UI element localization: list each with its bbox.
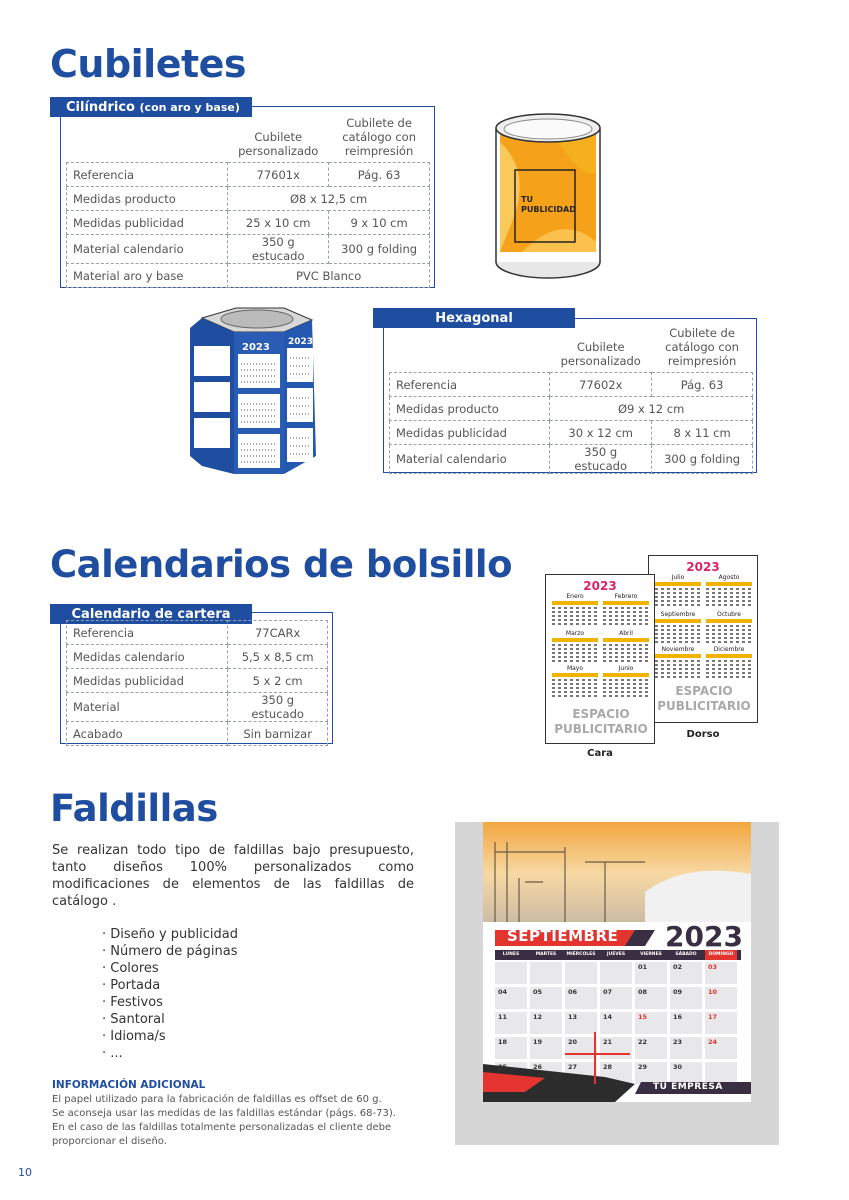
faldillas-bullet-item: · ... xyxy=(102,1046,123,1061)
cartera-row xyxy=(67,645,328,669)
hexagonal-row-value: 300 g folding xyxy=(652,445,753,474)
faldilla-day-header: DOMINGO xyxy=(708,952,734,957)
pocket-month-bar xyxy=(655,582,701,586)
hexagonal-row-label: Medidas producto xyxy=(390,397,550,421)
cilindrico-tag-sub: (con aro y base) xyxy=(139,101,240,114)
pocket-month-week xyxy=(706,660,752,662)
pocket-month-week xyxy=(603,679,649,681)
faldilla-date: 15 xyxy=(638,1013,648,1021)
pocket-month-week xyxy=(655,672,701,674)
page-number: 10 xyxy=(18,1166,32,1179)
hexagonal-row xyxy=(390,397,753,421)
faldilla-date: 14 xyxy=(603,1013,613,1021)
pocket-month-name: Marzo xyxy=(565,630,585,637)
faldilla-date: 27 xyxy=(568,1063,578,1071)
pocket-month-week xyxy=(552,660,598,662)
section-title-cubiletes: Cubiletes xyxy=(50,42,247,86)
pocket-month-week xyxy=(655,588,701,590)
pocket-front-ad: ESPACIO PUBLICITARIO xyxy=(554,707,648,736)
faldilla-date: 30 xyxy=(673,1063,683,1071)
pocket-front-caption: Cara xyxy=(587,748,613,759)
cilindrico-row xyxy=(67,187,430,211)
pocket-month-name: Mayo xyxy=(566,665,584,672)
cilindrico-row-value: 9 x 10 cm xyxy=(329,211,430,235)
faldilla-date: 05 xyxy=(533,988,543,996)
pocket-month xyxy=(706,574,752,608)
hexagonal-spec-table xyxy=(389,326,753,474)
faldillas-bullet-item: · Santoral xyxy=(102,1012,165,1027)
pocket-month-week xyxy=(655,592,701,594)
pocket-month-week xyxy=(706,637,752,639)
cartera-tag: Calendario de cartera xyxy=(50,604,252,624)
pocket-front-year: 2023 xyxy=(583,579,617,593)
cartera-row-label: Acabado xyxy=(67,722,228,746)
faldilla-date: 10 xyxy=(708,988,718,996)
pocket-month-week xyxy=(706,625,752,627)
faldilla-date: 24 xyxy=(708,1038,718,1046)
cilindrico-row-label: Material calendario xyxy=(67,235,228,264)
hexagonal-row xyxy=(390,445,753,474)
hexagonal-tag: Hexagonal xyxy=(373,308,575,328)
pocket-month-week xyxy=(655,660,701,662)
cilindrico-row xyxy=(67,163,430,187)
pocket-month-week xyxy=(655,641,701,643)
pocket-month-week xyxy=(706,676,752,678)
faldillas-bullet-item: · Portada xyxy=(102,978,161,993)
cilindrico-row-value: 25 x 10 cm xyxy=(228,211,329,235)
pocket-month-week xyxy=(706,604,752,606)
pocket-month-week xyxy=(655,600,701,602)
pocket-month-week xyxy=(603,611,649,613)
faldilla-photo-art xyxy=(455,822,779,1145)
faldillas-bullet-item: · Festivos xyxy=(102,995,163,1010)
pocket-month xyxy=(603,630,649,664)
pocket-month-week xyxy=(552,691,598,693)
faldilla-date: 09 xyxy=(673,988,683,996)
pocket-month-bar xyxy=(706,654,752,658)
faldilla-date: 28 xyxy=(603,1063,613,1071)
hexagonal-row-value: 8 x 11 cm xyxy=(652,421,753,445)
pocket-month xyxy=(655,646,701,680)
info-line: proporcionar el diseño. xyxy=(52,1136,167,1147)
cilindrico-tag xyxy=(50,97,252,117)
pocket-month-week xyxy=(706,641,752,643)
cartera-row xyxy=(67,621,328,645)
faldillas-bullet-item: · Colores xyxy=(102,961,159,976)
cartera-row-value: 77CARx xyxy=(228,621,328,645)
faldilla-date: 08 xyxy=(638,988,648,996)
pocket-month-week xyxy=(706,668,752,670)
cartera-row-label: Referencia xyxy=(67,621,228,645)
pocket-month-week xyxy=(552,656,598,658)
pocket-month-week xyxy=(552,623,598,625)
faldilla-month: SEPTIEMBRE xyxy=(507,927,619,945)
pocket-month-week xyxy=(552,683,598,685)
pocket-month-week xyxy=(603,648,649,650)
faldilla-date: 18 xyxy=(498,1038,508,1046)
hexagonal-cup-image xyxy=(184,306,320,478)
faldilla-photo xyxy=(455,822,779,1145)
pocket-calendar-front xyxy=(545,574,655,744)
hexagonal-col-header-2: Cubilete de catálogo con reimpresión xyxy=(665,326,739,368)
cartera-row-value: 350 g estucado xyxy=(228,693,328,722)
pocket-month-week xyxy=(655,664,701,666)
pocket-month-week xyxy=(603,683,649,685)
faldilla-day-header: MIÉRCOLES xyxy=(566,952,596,957)
faldilla-date: 21 xyxy=(603,1038,613,1046)
pocket-month-week xyxy=(552,648,598,650)
cilindrico-row-value: 300 g folding xyxy=(329,235,430,264)
cilindrico-row-label: Medidas producto xyxy=(67,187,228,211)
cilindrico-col-header-1: Cubilete personalizado xyxy=(238,130,319,158)
pocket-back-year: 2023 xyxy=(686,560,720,574)
pocket-month xyxy=(603,593,649,627)
pocket-month-week xyxy=(655,629,701,631)
cartera-row-label: Medidas publicidad xyxy=(67,669,228,693)
pocket-month-week xyxy=(552,644,598,646)
pocket-month-bar xyxy=(603,673,649,677)
cilindrico-col-header-2: Cubilete de catálogo con reimpresión xyxy=(342,116,416,158)
hexagonal-row-label: Material calendario xyxy=(390,445,550,474)
info-title: INFORMACIÓN ADICIONAL xyxy=(52,1079,206,1091)
pocket-month-bar xyxy=(552,601,598,605)
hexagonal-row-value: 77602x xyxy=(550,373,652,397)
pocket-month-week xyxy=(552,695,598,697)
cilindrico-row-label: Referencia xyxy=(67,163,228,187)
cilindrico-row xyxy=(67,211,430,235)
pocket-month-week xyxy=(706,592,752,594)
pocket-month-week xyxy=(655,633,701,635)
pocket-month-bar xyxy=(706,582,752,586)
hexagonal-col-header-1: Cubilete personalizado xyxy=(560,340,641,368)
pocket-month-bar xyxy=(706,619,752,623)
cartera-row xyxy=(67,722,328,746)
pocket-month-week xyxy=(706,629,752,631)
faldilla-date: 13 xyxy=(568,1013,578,1021)
info-line: Se aconseja usar las medidas de las faldillas estándar (págs. 68-73). xyxy=(52,1108,396,1119)
pocket-month-week xyxy=(603,644,649,646)
faldilla-year: 2023 xyxy=(665,920,743,953)
faldilla-company: TU EMPRESA xyxy=(653,1082,723,1092)
pocket-month-week xyxy=(603,652,649,654)
pocket-month-name: Septiembre xyxy=(660,611,696,618)
faldilla-date: 23 xyxy=(673,1038,683,1046)
pocket-month-week xyxy=(706,600,752,602)
cylinder-cup-image xyxy=(492,112,604,282)
pocket-month-week xyxy=(552,652,598,654)
pocket-month-week xyxy=(706,633,752,635)
faldilla-date: 16 xyxy=(673,1013,683,1021)
pocket-month-week xyxy=(552,615,598,617)
pocket-month-week xyxy=(655,668,701,670)
pocket-back-ad: ESPACIO PUBLICITARIO xyxy=(657,684,751,713)
pocket-month-week xyxy=(706,596,752,598)
pocket-month-week xyxy=(552,679,598,681)
faldilla-date: 26 xyxy=(533,1063,543,1071)
cilindrico-row-value: PVC Blanco xyxy=(228,264,430,288)
pocket-month-week xyxy=(655,604,701,606)
faldilla-day-header: SÁBADO xyxy=(675,952,697,957)
hexagonal-row-label: Medidas publicidad xyxy=(390,421,550,445)
cartera-row xyxy=(67,669,328,693)
cartera-row xyxy=(67,693,328,722)
pocket-month-week xyxy=(706,672,752,674)
pocket-month xyxy=(655,574,701,608)
pocket-month-week xyxy=(552,611,598,613)
faldilla-date: 22 xyxy=(638,1038,648,1046)
hexagonal-row-label: Referencia xyxy=(390,373,550,397)
pocket-month-week xyxy=(603,615,649,617)
pocket-month-name: Noviembre xyxy=(661,646,695,653)
cartera-spec-table xyxy=(66,620,328,746)
pocket-month-week xyxy=(603,687,649,689)
cilindrico-row-value: 77601x xyxy=(228,163,329,187)
pocket-month xyxy=(552,630,598,664)
info-line: El papel utilizado para la fabricación de faldillas es offset de 60 g. xyxy=(52,1094,382,1105)
faldillas-bullet-item: · Diseño y publicidad xyxy=(102,927,239,942)
hexagonal-row-value: Pág. 63 xyxy=(652,373,753,397)
pocket-month-bar xyxy=(603,638,649,642)
faldilla-date: 19 xyxy=(533,1038,543,1046)
pocket-month-week xyxy=(552,687,598,689)
pocket-month-week xyxy=(552,607,598,609)
cartera-row-label: Material xyxy=(67,693,228,722)
pocket-month-week xyxy=(603,656,649,658)
pocket-month-name: Diciembre xyxy=(713,646,745,653)
faldilla-date: 17 xyxy=(708,1013,718,1021)
pocket-month-week xyxy=(603,660,649,662)
hexagonal-row-value: 350 g estucado xyxy=(550,445,652,474)
cilindrico-row xyxy=(67,235,430,264)
faldilla-day-header: JUEVES xyxy=(606,952,626,957)
cylinder-ad-text-1: TU xyxy=(521,195,533,204)
pocket-month-bar xyxy=(655,654,701,658)
pocket-month-name: Junio xyxy=(618,665,634,672)
pocket-back-caption: Dorso xyxy=(686,729,720,740)
cilindrico-tag-main: Cilíndrico xyxy=(66,100,135,115)
faldilla-date: 25 xyxy=(498,1063,508,1071)
pocket-month-week xyxy=(706,588,752,590)
pocket-month-name: Abril xyxy=(619,630,633,637)
section-title-bolsillo: Calendarios de bolsillo xyxy=(50,543,512,586)
pocket-month xyxy=(552,665,598,699)
faldilla-day-header: MARTES xyxy=(535,952,557,957)
hexagonal-row-value: Ø9 x 12 cm xyxy=(550,397,753,421)
cartera-row-value: Sin barnizar xyxy=(228,722,328,746)
pocket-month xyxy=(603,665,649,699)
pocket-month-name: Febrero xyxy=(614,593,638,600)
faldilla-date: 29 xyxy=(638,1063,648,1071)
cilindrico-row xyxy=(67,264,430,288)
faldilla-date: 03 xyxy=(708,963,718,971)
cartera-row-value: 5,5 x 8,5 cm xyxy=(228,645,328,669)
pocket-month-week xyxy=(655,625,701,627)
pocket-month-week xyxy=(603,695,649,697)
info-line: En el caso de las faldillas totalmente personalizadas el cliente debe xyxy=(52,1122,392,1133)
pocket-month-week xyxy=(655,596,701,598)
pocket-month-week xyxy=(603,691,649,693)
faldilla-date: 20 xyxy=(568,1038,578,1046)
pocket-month-name: Octubre xyxy=(716,611,741,618)
section-title-faldillas: Faldillas xyxy=(50,787,218,830)
faldilla-date: 06 xyxy=(568,988,578,996)
cartera-row-value: 5 x 2 cm xyxy=(228,669,328,693)
hexagonal-year-2: 2023 xyxy=(288,337,314,347)
pocket-month-week xyxy=(655,676,701,678)
pocket-month-bar xyxy=(603,601,649,605)
pocket-month xyxy=(706,611,752,645)
cilindrico-row-value: 350 g estucado xyxy=(228,235,329,264)
pocket-month-name: Julio xyxy=(671,574,685,581)
faldilla-date: 07 xyxy=(603,988,613,996)
cilindrico-spec-table xyxy=(66,116,430,288)
pocket-month-week xyxy=(552,619,598,621)
pocket-month-bar xyxy=(552,638,598,642)
pocket-month xyxy=(655,611,701,645)
faldillas-bullet-item: · Idioma/s xyxy=(102,1029,166,1044)
pocket-month-bar xyxy=(552,673,598,677)
cartera-row-label: Medidas calendario xyxy=(67,645,228,669)
pocket-month-week xyxy=(706,664,752,666)
faldilla-date: 01 xyxy=(638,963,648,971)
faldilla-day-header: VIERNES xyxy=(640,952,662,957)
faldillas-paragraph: Se realizan todo tipo de faldillas bajo presupuesto, tanto diseños 100% personalizados como modificaciones de elementos de las faldillas de catálogo . xyxy=(52,843,414,909)
hexagonal-row xyxy=(390,373,753,397)
faldillas-bullet-item: · Número de páginas xyxy=(102,944,238,959)
cilindrico-row-label: Material aro y base xyxy=(67,264,228,288)
faldilla-day-header: LUNES xyxy=(502,952,520,957)
cylinder-ad-text-2: PUBLICIDAD xyxy=(521,205,576,214)
pocket-month-week xyxy=(655,637,701,639)
faldilla-date: 12 xyxy=(533,1013,543,1021)
hexagonal-row xyxy=(390,421,753,445)
pocket-month-bar xyxy=(655,619,701,623)
pocket-calendar-back xyxy=(648,555,758,723)
pocket-month-name: Agosto xyxy=(718,574,740,581)
faldilla-date: 11 xyxy=(498,1013,508,1021)
pocket-month-name: Enero xyxy=(566,593,584,600)
hexagonal-year-1: 2023 xyxy=(242,342,270,353)
cilindrico-row-value: Pág. 63 xyxy=(329,163,430,187)
faldilla-date: 02 xyxy=(673,963,683,971)
pocket-month xyxy=(552,593,598,627)
cilindrico-row-value: Ø8 x 12,5 cm xyxy=(228,187,430,211)
cilindrico-row-label: Medidas publicidad xyxy=(67,211,228,235)
pocket-month-week xyxy=(603,619,649,621)
pocket-month-week xyxy=(603,623,649,625)
hexagonal-row-value: 30 x 12 cm xyxy=(550,421,652,445)
pocket-month-week xyxy=(603,607,649,609)
faldilla-date: 04 xyxy=(498,988,508,996)
pocket-month xyxy=(706,646,752,680)
